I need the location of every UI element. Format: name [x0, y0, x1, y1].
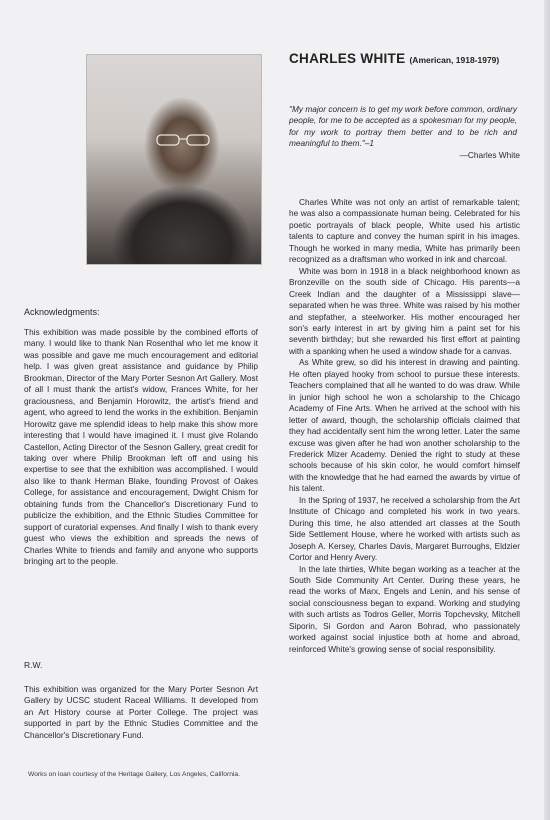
bio-paragraph: In the Spring of 1937, he received a scholarship from the Art Institute of Chicago and completed his work in two years. During this time, he also attended art classes at the South Side Settlement House, where he worked with artists such as Joseph A. Kersey, Charles Davis, Margaret Burroughs, Eldzier Cortor and Henry Avery. [289, 494, 520, 563]
bio-paragraph: In the late thirties, White began working as a teacher at the South Side Community Art Center. During these years, he read the works of Marx, Engels and Lenin, and his sense of social consciousness began to expand. Working and studying with such artists as Todros Geller, Morris Topchevsky, Mitchell Siporin, Si Gordon and Aaron Bohrad, who passionately worked against social injustice both at home and abroad, reinforced White's growing sense of social responsibility. [289, 563, 520, 654]
author-initials: R.W. [24, 660, 43, 670]
acknowledgments-text: This exhibition was made possible by the combined efforts of many. I would like to thank Nan Rosenthal who let me know it was possible and gave me much encouragement and editorial help. I was given great assistance and guidance by Philip Brookman, Director of the Mary Porter Sesnon Art Gallery. Most of all I must thank the artist's widow, Frances White, for her graciousness, and Benjamin Horowitz, the artist's friend and agent, who agreed to lend the works in the exhibition. Benjamin Horowitz gave me splendid ideas to help make this show more interesting that I would have imagined it. I must give Rolando Castellon, Acting Director of the Sesnon Gallery, great credit for taking over where Philip Brookman left off and using his expertise to see that the exhibition was accomplished. I would also like to thank Herman Blake, founding Provost of Oakes College, for assistance and encouragement, Dwight Chism for obtaining funds from the Chancellor's Discretionary Fund to publicize the exhibition, and the Ethnic Studies Committee for support of curatorial expenses. And finally I wish to thank every guest who views the exhibition and spreads the news of Charles White to friends and family and anyone who supports bringing art to the people. [24, 327, 258, 567]
loan-credit-note: Works on loan courtesy of the Heritage Gallery, Los Angeles, California. [28, 771, 240, 778]
artist-dates: (American, 1918-1979) [409, 55, 500, 65]
acknowledgments-body [24, 327, 258, 568]
page-edge [544, 0, 550, 820]
artist-title [289, 51, 499, 66]
biography [289, 197, 520, 655]
bio-paragraph: As White grew, so did his interest in drawing and painting. He often played hooky from school to pursue these interests. Teachers complained that all he wanted to do was draw. While in junior high school he won a scholarship to the Chicago Academy of Fine Arts. When he arrived at the school with his letter of award, though, the scholarship officials claimed that they had accidentally sent him the wrong letter. Later the same excuse was given after he had won another scholarship to the Frederick Mizer Academy. Denied the right to study at these schools because of his skin color, he would comfort himself with the knowledge that he had earned the awards by virtue of his talent. [289, 357, 520, 494]
artist-name: CHARLES WHITE [289, 51, 406, 66]
quote-attribution: —Charles White [459, 150, 520, 160]
eyeglasses-icon [155, 133, 211, 147]
bio-paragraph: White was born in 1918 in a black neighborhood known as Bronzeville on the south side of Chicago. His parents—a Creek Indian and the daughter of a Mississippi slave— separated when he was three. White was raised by his mother and stepfather, a steelworker. His mother encouraged her son's early interest in art by giving him a paint set for his seventh birthday; but she rewarded his first effort at painting with a spanking when he used a window shade for a canvas. [289, 265, 520, 356]
artist-quote: "My major concern is to get my work before common, ordinary people, for me to be accepted as a spokesman for my people, for my work to portray them better and to be rich and meaningful to them."–1 [289, 104, 517, 149]
artist-portrait-photo [86, 54, 262, 265]
organization-note: This exhibition was organized for the Mary Porter Sesnon Art Gallery by UCSC student Raceal Williams. It developed from an Art History course at Porter College. The project was supported in part by the Ethnic Studies Committee and the Chancellor's Discretionary Fund. [24, 684, 258, 740]
bio-paragraph: Charles White was not only an artist of remarkable talent; he was also a compassionate human being. Celebrated for his poetic portrayals of black people, White used his artistic talents to capture and convey the human spirit in his images. Though he worked in many media, White has primarily been recognized as a draftsman who worked in ink and charcoal. [289, 197, 520, 265]
acknowledgments-heading: Acknowledgments: [24, 307, 100, 317]
